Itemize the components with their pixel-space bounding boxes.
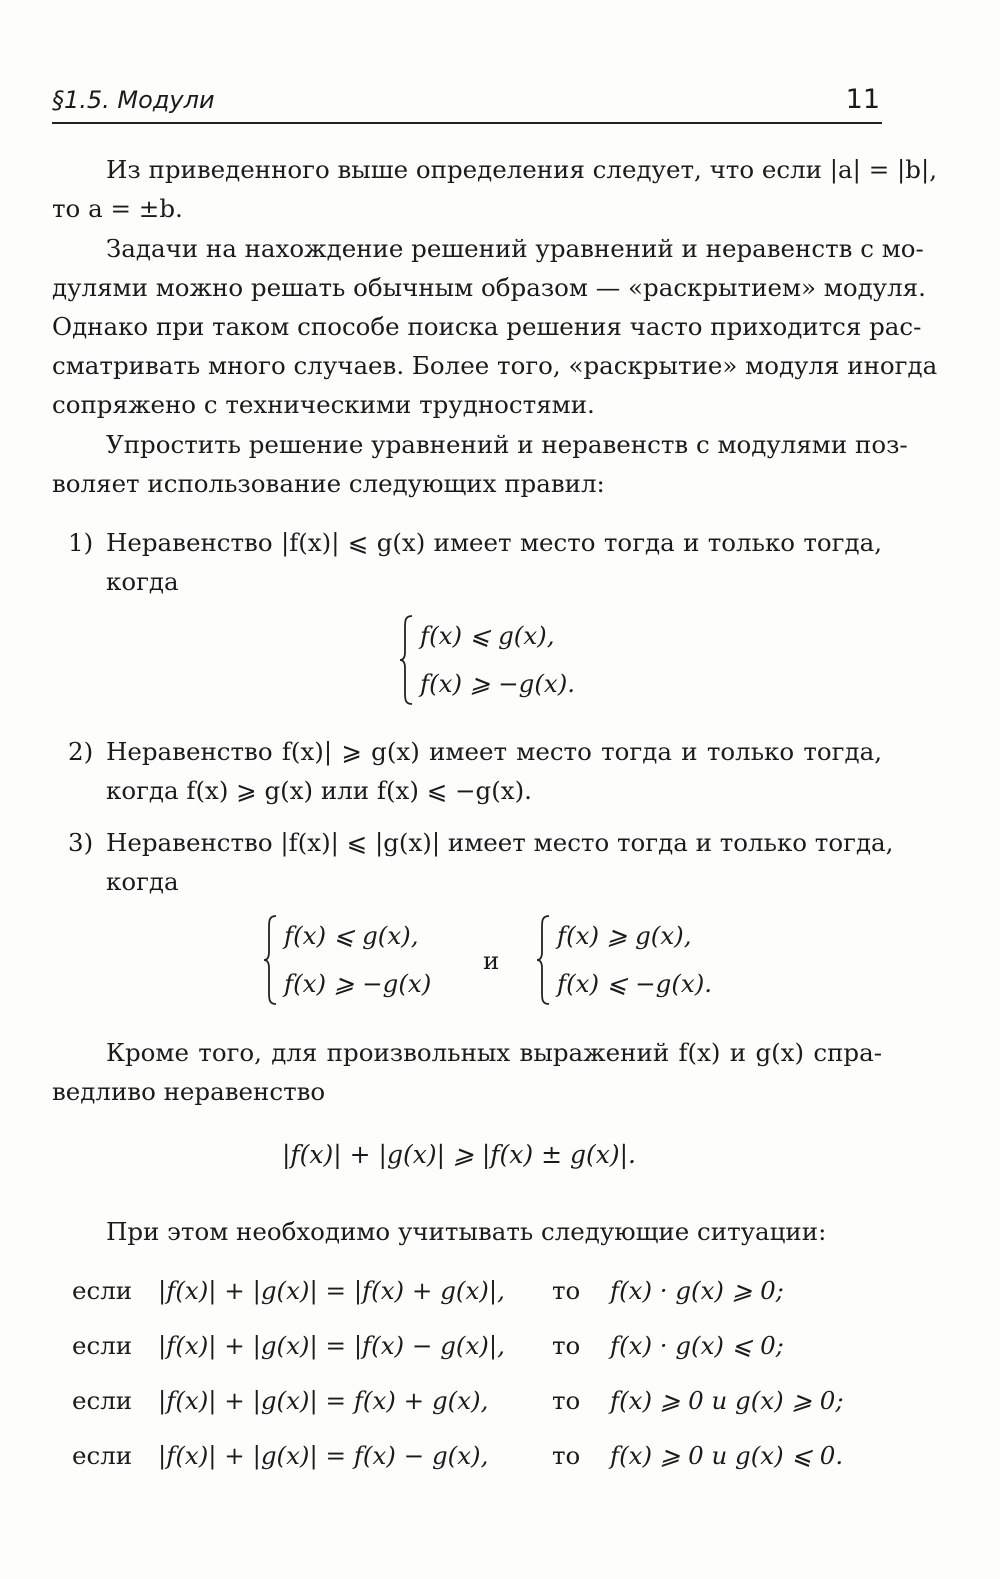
conditions-table (72, 1276, 882, 1496)
condition-then: то (552, 1386, 581, 1415)
paragraph-solving-methods (52, 229, 938, 424)
brace-icon (262, 914, 278, 1006)
page-number: 11 (845, 84, 880, 115)
rule-text-line: когда (106, 567, 179, 596)
system-row: f(x) ⩾ g(x), (557, 921, 692, 950)
section-title: §1.5. Модули (52, 86, 215, 114)
condition-then: то (552, 1331, 581, 1360)
main-inequality: |f(x)| + |g(x)| ⩾ |f(x) ± g(x)|. (282, 1140, 636, 1169)
paragraph-line: Упростить решение уравнений и неравенств с модулями поз- (106, 430, 908, 459)
paragraph-line: дулями можно решать обычным образом — «раскрытием» модуля. (52, 273, 926, 302)
condition-equation: |f(x)| + |g(x)| = |f(x) + g(x)|, (158, 1276, 505, 1305)
paragraph-line: Однако при таком способе поиска решения часто приходится рас- (52, 312, 922, 341)
system-row: f(x) ⩽ g(x), (420, 621, 555, 650)
brace-icon (535, 914, 551, 1006)
condition-then: то (552, 1441, 581, 1470)
intro-paragraph (52, 150, 937, 228)
condition-result: f(x) · g(x) ⩾ 0; (610, 1276, 784, 1305)
condition-row (72, 1386, 882, 1441)
condition-result: f(x) ⩾ 0 и g(x) ⩾ 0; (610, 1386, 844, 1415)
rule-text-line: Неравенство |f(x)| ⩽ g(x) имеет место тогда и только тогда, (106, 528, 882, 557)
rule-number: 3) (68, 828, 94, 857)
condition-equation: |f(x)| + |g(x)| = |f(x) − g(x)|, (158, 1331, 505, 1360)
intro-line-2: то a = ±b. (52, 194, 183, 223)
paragraph-line: сматривать много случаев. Более того, «раскрытие» модуля иногда (52, 351, 938, 380)
rule-2 (68, 732, 882, 812)
rule-number: 2) (68, 737, 94, 766)
condition-row (72, 1331, 882, 1386)
paragraph-situations (52, 1212, 882, 1251)
condition-if: если (72, 1441, 133, 1470)
condition-result: f(x) ⩾ 0 и g(x) ⩽ 0. (610, 1441, 844, 1470)
brace-icon (398, 614, 414, 706)
system-row: f(x) ⩾ −g(x). (420, 669, 576, 698)
rule-text-line: когда (106, 867, 179, 896)
system-row: f(x) ⩾ −g(x) (284, 969, 432, 998)
rule-number: 1) (68, 528, 94, 557)
paragraph-arbitrary-expressions (52, 1033, 882, 1111)
condition-equation: |f(x)| + |g(x)| = f(x) − g(x), (158, 1441, 489, 1470)
paragraph-line: При этом необходимо учитывать следующие ситуации: (106, 1217, 827, 1246)
paragraph-line: воляет использование следующих правил: (52, 469, 605, 498)
paragraph-line: ведливо неравенство (52, 1077, 326, 1106)
condition-if: если (72, 1331, 133, 1360)
system-row: f(x) ⩽ −g(x). (557, 969, 713, 998)
paragraph-rules-intro (52, 425, 908, 503)
condition-equation: |f(x)| + |g(x)| = f(x) + g(x), (158, 1386, 489, 1415)
system-conjunction: и (483, 946, 500, 975)
rule-text-line: когда f(x) ⩾ g(x) или f(x) ⩽ −g(x). (106, 776, 532, 805)
system-row: f(x) ⩽ g(x), (284, 921, 419, 950)
running-header (52, 78, 882, 124)
condition-row (72, 1276, 882, 1331)
paragraph-line: сопряжено с техническими трудностями. (52, 390, 595, 419)
rule-1 (68, 523, 882, 603)
rule-3 (68, 823, 894, 903)
condition-if: если (72, 1386, 133, 1415)
condition-if: если (72, 1276, 133, 1305)
paragraph-line: Задачи на нахождение решений уравнений и неравенств с мо- (106, 234, 924, 263)
rule-text-line: Неравенство f(x)| ⩾ g(x) имеет место тогда и только тогда, (106, 737, 882, 766)
condition-row (72, 1441, 882, 1496)
intro-line-1: Из приведенного выше определения следует, что если |a| = |b|, (106, 155, 937, 184)
rule-text-line: Неравенство |f(x)| ⩽ |g(x)| имеет место тогда и только тогда, (106, 828, 894, 857)
condition-result: f(x) · g(x) ⩽ 0; (610, 1331, 784, 1360)
paragraph-line: Кроме того, для произвольных выражений f(x) и g(x) спра- (106, 1038, 882, 1067)
condition-then: то (552, 1276, 581, 1305)
